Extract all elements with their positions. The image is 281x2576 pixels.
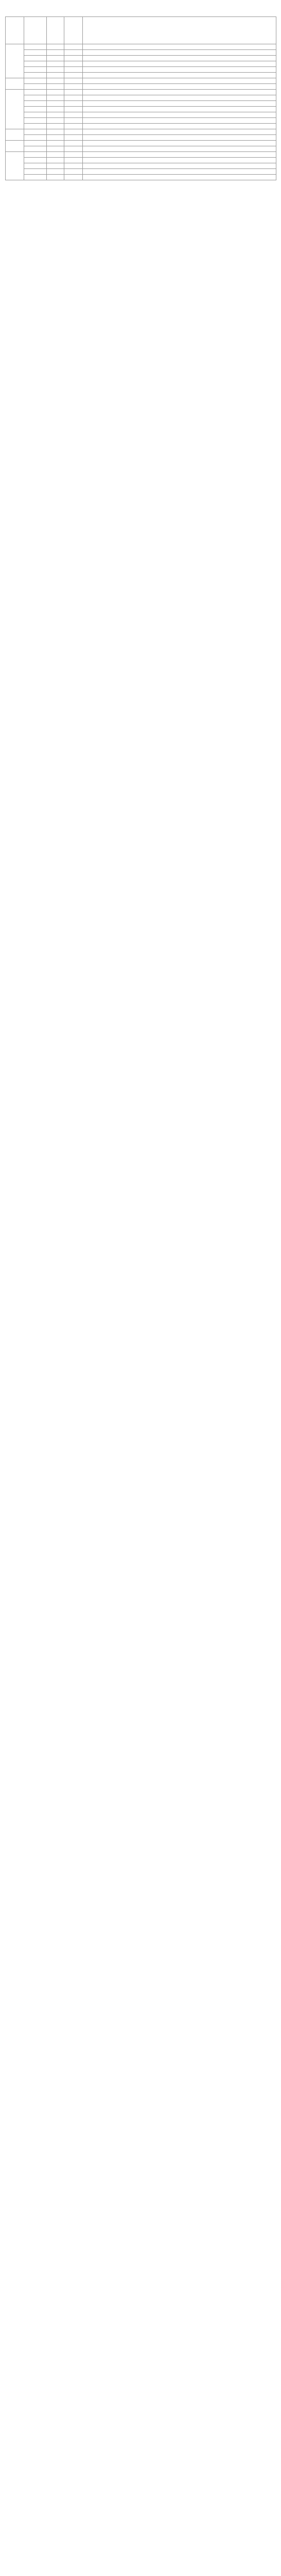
- count-cell: [47, 95, 64, 101]
- degree-cell: [64, 95, 83, 101]
- count-cell: [47, 124, 64, 129]
- procedure-item: [5, 282, 276, 294]
- table-row: [6, 84, 276, 90]
- department-cell: [6, 152, 24, 180]
- procedure-heading: [5, 268, 276, 280]
- degree-cell: [64, 50, 83, 56]
- procedure-list: [5, 282, 276, 361]
- degree-cell: [64, 175, 83, 180]
- degree-cell: [64, 141, 83, 146]
- table-row: [6, 50, 276, 56]
- count-cell: [47, 135, 64, 141]
- count-cell: [47, 84, 64, 90]
- header-major: [24, 17, 47, 44]
- count-cell: [47, 73, 64, 78]
- salary-item: [5, 393, 276, 404]
- positions-table: [5, 16, 276, 180]
- contact-line: [5, 436, 276, 447]
- contact-heading: [5, 421, 276, 434]
- degree-cell: [64, 44, 83, 50]
- major-cell: [24, 95, 47, 101]
- salary-heading: [5, 365, 276, 377]
- major-cell: [24, 146, 47, 152]
- duty-cell: [83, 141, 276, 146]
- salary-list: [5, 379, 276, 417]
- salary-item: [5, 379, 276, 391]
- degree-cell: [64, 169, 83, 175]
- degree-cell: [64, 56, 83, 61]
- table-row: [6, 146, 276, 152]
- degree-cell: [64, 152, 83, 158]
- degree-cell: [64, 61, 83, 67]
- duty-cell: [83, 107, 276, 112]
- count-cell: [47, 152, 64, 158]
- table-row: [6, 101, 276, 107]
- count-cell: [47, 112, 64, 118]
- table-row: [6, 152, 276, 158]
- header-count: [47, 17, 64, 44]
- degree-cell: [64, 73, 83, 78]
- major-cell: [24, 124, 47, 129]
- duty-cell: [83, 118, 276, 124]
- contact-list: [5, 436, 276, 514]
- table-row: [6, 44, 276, 50]
- department-cell: [6, 90, 24, 129]
- procedure-item: [5, 296, 276, 307]
- degree-cell: [64, 101, 83, 107]
- major-cell: [24, 90, 47, 95]
- table-row: [6, 78, 276, 84]
- degree-cell: [64, 84, 83, 90]
- major-cell: [24, 158, 47, 163]
- table-row: [6, 158, 276, 163]
- count-cell: [47, 175, 64, 180]
- count-cell: [47, 44, 64, 50]
- contact-line: [5, 489, 276, 501]
- major-cell: [24, 67, 47, 73]
- count-cell: [47, 129, 64, 135]
- procedure-item: [5, 349, 276, 361]
- major-cell: [24, 169, 47, 175]
- procedure-item: [5, 309, 276, 320]
- duty-cell: [83, 67, 276, 73]
- duty-cell: [83, 112, 276, 118]
- degree-cell: [64, 163, 83, 169]
- count-cell: [47, 169, 64, 175]
- procedure-item: [5, 323, 276, 334]
- duty-cell: [83, 101, 276, 107]
- contact-line: [5, 476, 276, 487]
- duty-cell: [83, 78, 276, 84]
- table-row: [6, 95, 276, 101]
- major-cell: [24, 56, 47, 61]
- count-cell: [47, 146, 64, 152]
- department-cell: [6, 78, 24, 90]
- table-row: [6, 67, 276, 73]
- major-cell: [24, 175, 47, 180]
- requirement-item: [5, 239, 276, 250]
- count-cell: [47, 78, 64, 84]
- duty-cell: [83, 56, 276, 61]
- major-cell: [24, 84, 47, 90]
- duty-cell: [83, 163, 276, 169]
- major-cell: [24, 129, 47, 135]
- duty-cell: [83, 146, 276, 152]
- contact-line: [5, 503, 276, 514]
- header-degree: [64, 17, 83, 44]
- table-row: [6, 169, 276, 175]
- count-cell: [47, 158, 64, 163]
- table-row: [6, 73, 276, 78]
- contact-line: [5, 449, 276, 461]
- contact-line: [5, 463, 276, 474]
- degree-cell: [64, 129, 83, 135]
- duty-cell: [83, 61, 276, 67]
- table-row: [6, 135, 276, 141]
- duty-cell: [83, 129, 276, 135]
- requirement-item: [5, 226, 276, 237]
- table-row: [6, 61, 276, 67]
- degree-cell: [64, 107, 83, 112]
- department-cell: [6, 129, 24, 141]
- count-cell: [47, 67, 64, 73]
- table-row: [6, 129, 276, 135]
- procedure-item: [5, 336, 276, 347]
- duty-cell: [83, 90, 276, 95]
- major-cell: [24, 141, 47, 146]
- header-duty: [83, 17, 276, 44]
- major-cell: [24, 118, 47, 124]
- degree-cell: [64, 124, 83, 129]
- degree-cell: [64, 118, 83, 124]
- table-row: [6, 141, 276, 146]
- count-cell: [47, 90, 64, 95]
- department-cell: [6, 141, 24, 152]
- table-row: [6, 124, 276, 129]
- header-department: [6, 17, 24, 44]
- duty-cell: [83, 152, 276, 158]
- count-cell: [47, 118, 64, 124]
- department-cell: [6, 44, 24, 78]
- degree-cell: [64, 112, 83, 118]
- table-header-row: [6, 17, 276, 44]
- requirements-list: [5, 199, 276, 264]
- table-row: [6, 163, 276, 169]
- degree-cell: [64, 158, 83, 163]
- major-cell: [24, 135, 47, 141]
- table-row: [6, 175, 276, 180]
- positions-table-body: [6, 44, 276, 180]
- count-cell: [47, 107, 64, 112]
- salary-item: [5, 406, 276, 417]
- degree-cell: [64, 135, 83, 141]
- major-cell: [24, 50, 47, 56]
- count-cell: [47, 163, 64, 169]
- requirement-item: [5, 199, 276, 210]
- requirement-item: [5, 252, 276, 264]
- duty-cell: [83, 95, 276, 101]
- table-row: [6, 107, 276, 112]
- major-cell: [24, 107, 47, 112]
- duty-cell: [83, 73, 276, 78]
- count-cell: [47, 61, 64, 67]
- table-row: [6, 56, 276, 61]
- degree-cell: [64, 146, 83, 152]
- count-cell: [47, 56, 64, 61]
- duty-cell: [83, 169, 276, 175]
- duty-cell: [83, 84, 276, 90]
- major-cell: [24, 112, 47, 118]
- degree-cell: [64, 78, 83, 84]
- duty-cell: [83, 50, 276, 56]
- duty-cell: [83, 124, 276, 129]
- major-cell: [24, 163, 47, 169]
- degree-cell: [64, 90, 83, 95]
- major-cell: [24, 101, 47, 107]
- table-row: [6, 90, 276, 95]
- count-cell: [47, 141, 64, 146]
- requirements-heading: [5, 184, 276, 197]
- recruitment-page: [0, 4, 281, 514]
- duty-cell: [83, 175, 276, 180]
- count-cell: [47, 50, 64, 56]
- major-cell: [24, 152, 47, 158]
- degree-cell: [64, 67, 83, 73]
- table-row: [6, 112, 276, 118]
- major-cell: [24, 78, 47, 84]
- duty-cell: [83, 135, 276, 141]
- table-row: [6, 118, 276, 124]
- count-cell: [47, 101, 64, 107]
- duty-cell: [83, 44, 276, 50]
- requirement-item: [5, 212, 276, 224]
- major-cell: [24, 44, 47, 50]
- major-cell: [24, 73, 47, 78]
- duty-cell: [83, 158, 276, 163]
- major-cell: [24, 61, 47, 67]
- positions-heading: [5, 4, 276, 16]
